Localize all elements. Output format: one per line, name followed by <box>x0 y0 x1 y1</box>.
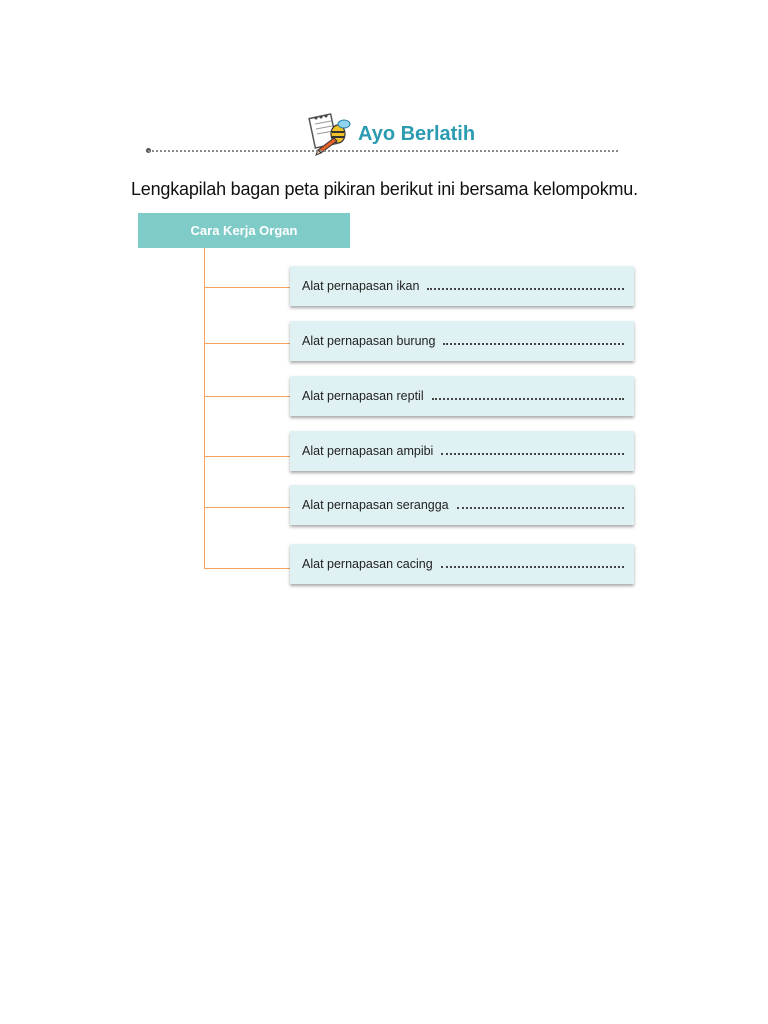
answer-blank[interactable] <box>441 453 624 455</box>
answer-blank[interactable] <box>441 566 624 568</box>
mindmap-item-label: Alat pernapasan cacing <box>302 557 433 571</box>
tree-branch-line <box>204 568 290 569</box>
mindmap-item-ikan[interactable] <box>290 266 634 306</box>
dotted-divider <box>148 150 618 152</box>
instruction-text: Lengkapilah bagan peta pikiran berikut ini bersama kelompokmu. <box>131 179 638 199</box>
answer-blank[interactable] <box>457 507 624 509</box>
mindmap-item-serangga[interactable] <box>290 485 634 525</box>
section-title: Ayo Berlatih <box>358 123 476 145</box>
tree-trunk-line <box>204 248 205 568</box>
mindmap-item-burung[interactable] <box>290 321 634 361</box>
mindmap-item-reptil[interactable] <box>290 376 634 416</box>
tree-branch-line <box>204 456 290 457</box>
tree-branch-line <box>204 396 290 397</box>
mindmap-item-label: Alat pernapasan serangga <box>302 498 449 512</box>
answer-blank[interactable] <box>432 398 624 400</box>
answer-blank[interactable] <box>427 288 624 290</box>
mindmap-item-cacing[interactable] <box>290 544 634 584</box>
mindmap-item-label: Alat pernapasan ikan <box>302 279 420 293</box>
mindmap-item-ampibi[interactable] <box>290 431 634 471</box>
mindmap-item-label: Alat pernapasan burung <box>302 334 436 348</box>
mindmap-item-label: Alat pernapasan ampibi <box>302 444 434 458</box>
tree-branch-line <box>204 287 290 288</box>
mindmap-root-label: Cara Kerja Organ <box>190 223 298 238</box>
tree-branch-line <box>204 507 290 508</box>
tree-branch-line <box>204 343 290 344</box>
mindmap-item-label: Alat pernapasan reptil <box>302 389 424 403</box>
answer-blank[interactable] <box>443 343 624 345</box>
mindmap-root <box>138 213 350 248</box>
